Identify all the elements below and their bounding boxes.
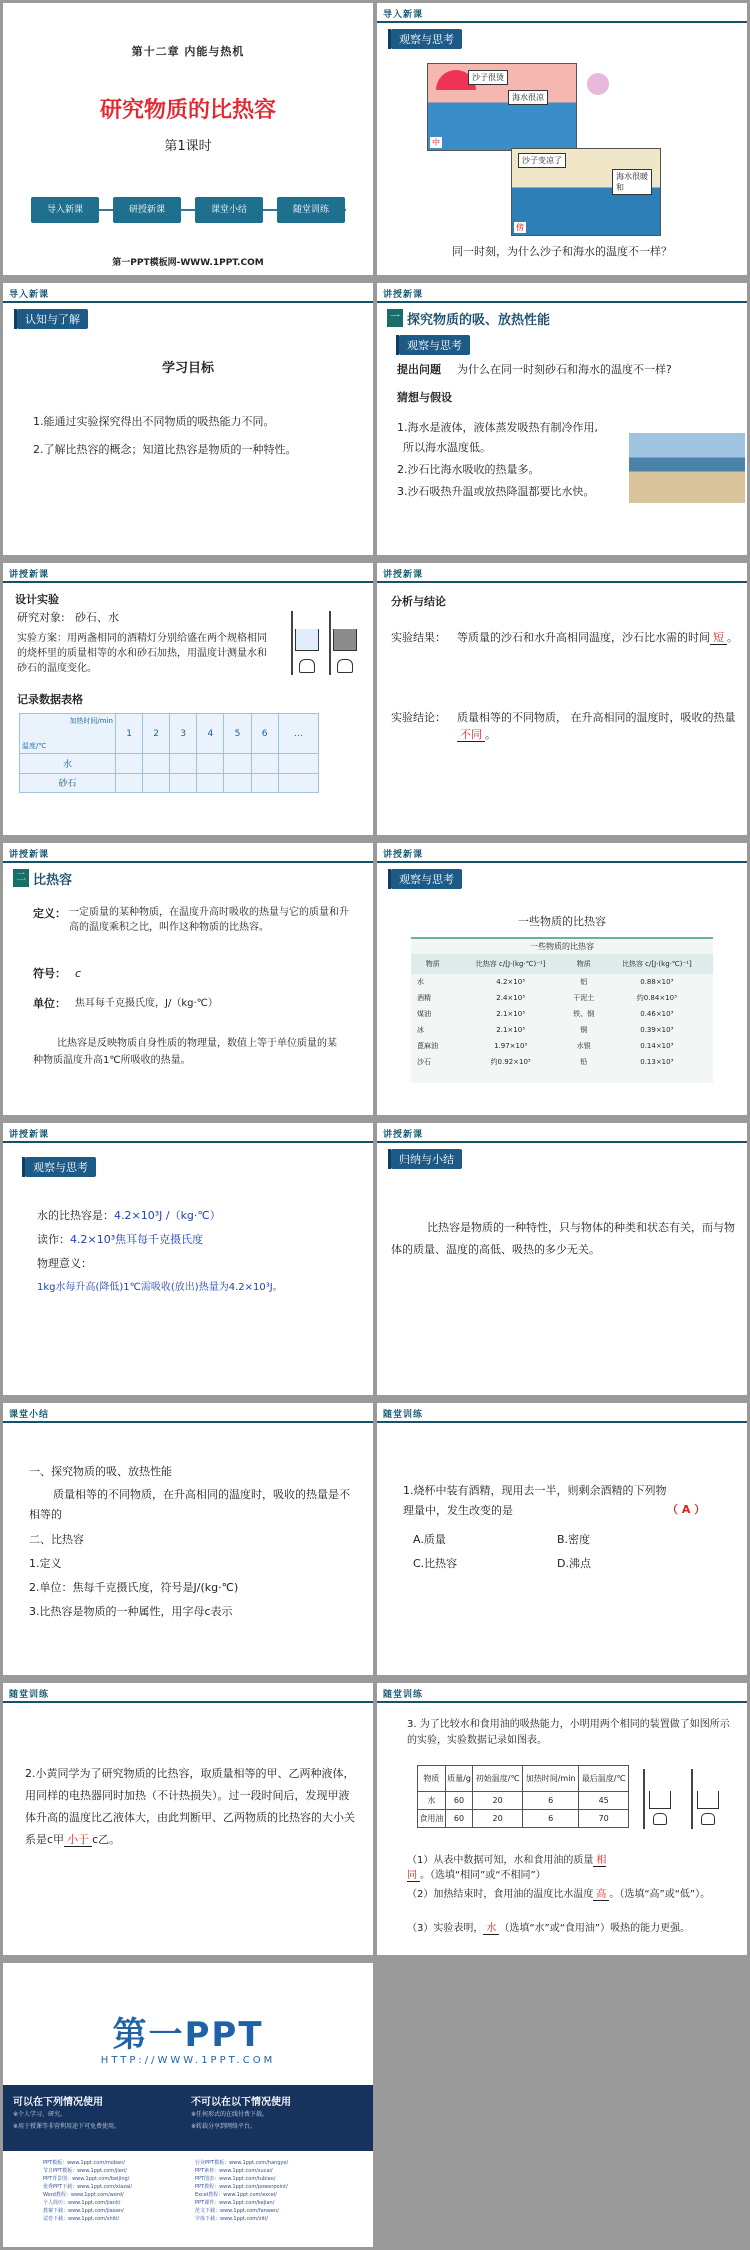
- header-rule: [377, 1141, 747, 1143]
- links-right: [195, 2159, 365, 2223]
- section-tag: 随堂训练: [9, 1690, 50, 1700]
- analysis-heading: 分析与结论: [391, 595, 446, 608]
- definition-label: 定义：: [33, 907, 66, 920]
- heat-table: [411, 954, 713, 1070]
- header-rule: [377, 21, 747, 23]
- observe-pill: 观察与思考: [391, 29, 462, 49]
- table-col: 2: [143, 714, 170, 754]
- table-col: …: [278, 714, 318, 754]
- goal-2: 2.了解比热容的概念；知道比热容是物质的一种特性。: [33, 443, 297, 456]
- slide-summary-note: [377, 1123, 747, 1395]
- section-tag: 课堂小结: [9, 1410, 50, 1420]
- slide-goals: [3, 283, 373, 555]
- header-rule: [377, 1701, 747, 1703]
- usage-denied-1: ※任何形式的在线付费下载。: [191, 2111, 269, 2118]
- hypothesis-3: 3.沙石吸热升温或放热降温都要比水快。: [397, 485, 595, 498]
- brand-url: HTTP://WWW.1PPT.COM: [100, 2055, 276, 2066]
- header-rule: [3, 581, 373, 583]
- symbol-value: c: [75, 967, 82, 980]
- heat-table-header: 比热容 c/[J·(kg·℃)⁻¹]: [621, 960, 692, 968]
- section-tag: 导入新课: [9, 290, 50, 300]
- beaker-right: [697, 1791, 719, 1809]
- table-col: 6: [251, 714, 278, 754]
- nav-item-teach[interactable]: 研授新课: [113, 197, 181, 223]
- link-item[interactable]: 优秀PPT下载：www.1ppt.com/xiazai/: [43, 2184, 133, 2190]
- speech-bubble-sea-warm: 海水很暖和: [612, 169, 652, 195]
- apparatus-illustration: [285, 607, 365, 679]
- summary-line-6: 3.比热容是物质的一种属性，用字母c表示: [29, 1605, 233, 1618]
- section-tag: 讲授新课: [9, 850, 50, 860]
- nav-item-summary[interactable]: 课堂小结: [195, 197, 263, 223]
- dusk-scene: [511, 148, 661, 236]
- speech-bubble-sea: 海水很凉: [508, 90, 548, 105]
- section-tag: 讲授新课: [383, 290, 424, 300]
- section-heading: 探究物质的吸、放热性能: [407, 313, 551, 328]
- result-text: 等质量的沙石和水升高相同温度，沙石比水需的时间 短 。: [457, 631, 738, 644]
- heat-table-header: 物质: [576, 960, 591, 968]
- option-d[interactable]: D.沸点: [557, 1557, 591, 1570]
- design-heading: 设计实验: [15, 593, 59, 606]
- section-tag: 随堂训练: [383, 1410, 424, 1420]
- table-row-label: 砂石: [20, 773, 116, 793]
- lamp-left: [653, 1813, 667, 1825]
- table-row: 蓖麻油 1.97×10³ 水银 0.14×10³: [417, 1042, 674, 1050]
- usage-denied-title: 不可以在以下情况使用: [191, 2097, 291, 2108]
- beaker-right: [333, 629, 357, 651]
- chapter-label: 第十二章 内能与热机: [131, 45, 245, 58]
- noon-scene: [427, 63, 577, 151]
- summary-line-1: 一、探究物质的吸、放热性能: [29, 1465, 172, 1478]
- slide-title: [3, 3, 373, 275]
- learn-pill: 认知与了解: [17, 309, 88, 329]
- slide-heat-table: [377, 843, 747, 1115]
- record-table-title: 记录数据表格: [17, 693, 83, 706]
- heart-icon: [587, 73, 609, 95]
- beach-illustration: [427, 63, 662, 235]
- table-row-label: 水: [20, 754, 116, 774]
- hypothesis-2: 2.沙石比海水吸收的热量多。: [397, 463, 540, 476]
- link-item[interactable]: 范文下载：www.1ppt.com/fanwen/: [195, 2208, 279, 2214]
- table-col: 5: [224, 714, 251, 754]
- speech-bubble-sand: 沙子很烫: [468, 70, 508, 85]
- answer-2: 小于: [64, 1833, 92, 1847]
- lamp-left: [299, 659, 315, 673]
- link-item[interactable]: PPT教程：www.1ppt.com/powerpoint/: [195, 2184, 288, 2190]
- table-row: 水 4.2×10³ 铝 0.88×10³: [417, 978, 674, 986]
- link-item[interactable]: PPT素材：www.1ppt.com/sucai/: [195, 2168, 273, 2174]
- summary-pill: 归纳与小结: [391, 1149, 462, 1169]
- question-label: 提出问题: [397, 363, 441, 376]
- observe-pill: 观察与思考: [25, 1157, 96, 1177]
- heat-table-card: [411, 937, 713, 1083]
- answer-3-3: （3）实验表明， 水 （选填“水”或“食用油”）吸热的能力更强。: [407, 1923, 691, 1934]
- heat-table-header: 物质: [425, 960, 440, 968]
- experiment-table: 物质 质量/g 初始温度/℃ 加热时间/min 最后温度/℃ 水 60 20 6 45 食用油 60 20 6 70: [417, 1765, 629, 1828]
- usage-allowed-2: ※用于授课等非营利用途下可免费使用。: [13, 2123, 121, 2130]
- slide-specific-heat: [3, 843, 373, 1115]
- link-item[interactable]: 节日PPT模板：www.1ppt.com/jieri/: [43, 2168, 127, 2174]
- link-item[interactable]: PPT模板：www.1ppt.com/moban/: [43, 2160, 125, 2166]
- table-row: 煤油 2.1×10³ 铁、钢 0.46×10³: [417, 1010, 674, 1018]
- definition-text: 一定质量的某种物质，在温度升高时吸收的热量与它的质量和升高的温度乘积之比，叫作这种物质的比热容。: [69, 907, 349, 933]
- object-label: 研究对象:: [17, 611, 65, 624]
- slide-analysis: [377, 563, 747, 835]
- slide-class-summary: [3, 1403, 373, 1675]
- option-a[interactable]: A.质量: [413, 1533, 446, 1546]
- slide-experiment-design: [3, 563, 373, 835]
- link-item[interactable]: 字体下载：www.1ppt.com/ziti/: [195, 2216, 268, 2222]
- header-rule: [377, 861, 747, 863]
- table-col: 1: [116, 714, 143, 754]
- beaker-left: [649, 1791, 671, 1809]
- header-rule: [3, 1701, 373, 1703]
- section-tag: 讲授新课: [383, 850, 424, 860]
- stand-right: [329, 611, 331, 675]
- stand-left: [291, 611, 293, 675]
- header-rule: [377, 301, 747, 303]
- link-item[interactable]: 教案下载：www.1ppt.com/jiaoan/: [43, 2208, 124, 2214]
- conclusion-fill: 不同: [457, 728, 485, 742]
- usage-allowed-1: ※个人学习、研究。: [13, 2111, 67, 2118]
- table-row: 食用油 60 20 6 70: [418, 1810, 629, 1828]
- apparatus-illustration: [639, 1767, 731, 1833]
- plan-text: 实验方案：用两盏相同的酒精灯分别给盛在两个规格相同的烧杯里的质量相等的水和砂石加热，用温度计测量水和砂石的温度变化。: [17, 633, 267, 674]
- record-table: [19, 713, 319, 793]
- observe-pill: 观察与思考: [391, 869, 462, 889]
- link-item[interactable]: PPT图表：www.1ppt.com/tubiao/: [195, 2176, 276, 2182]
- question-1: 1.烧杯中装有酒精，现用去一半，则剩余酒精的下列物理量中，发生改变的是: [403, 1484, 667, 1517]
- hypothesis-label: 猜想与假设: [397, 391, 452, 404]
- hypothesis-1: 1.海水是液体，液体蒸发吸热有制冷作用,: [397, 421, 598, 434]
- heat-table-title: 一些物质的比热容: [530, 942, 594, 951]
- slide-practice-1: [377, 1403, 747, 1675]
- header-rule: [3, 1141, 373, 1143]
- table-corner: 加热时间/min 温度/℃: [20, 714, 116, 754]
- summary-text: 比热容是物质的一种特性，只与物体的种类和状态有关，而与物体的质量、温度的高低、吸热的多少无关。: [391, 1221, 735, 1256]
- question-text: 为什么在同一时刻砂石和海水的温度不一样?: [457, 363, 672, 376]
- section-tag: 讲授新课: [9, 570, 50, 580]
- usage-allowed-title: 可以在下列情况使用: [13, 2097, 103, 2108]
- usage-denied-2: ※转载分享到网络平台。: [191, 2123, 257, 2130]
- nav-item-practice[interactable]: 随堂训练: [277, 197, 345, 223]
- section-tag: 随堂训练: [383, 1690, 424, 1700]
- slide-inquiry: [377, 283, 747, 555]
- link-item[interactable]: Excel教程：www.1ppt.com/excel/: [195, 2192, 277, 2198]
- link-item[interactable]: 试卷下载：www.1ppt.com/shiti/: [43, 2216, 120, 2222]
- summary-line-3: 二、比热容: [29, 1533, 84, 1546]
- link-item[interactable]: 个人简历：www.1ppt.com/jianli/: [43, 2200, 121, 2206]
- header-rule: [3, 861, 373, 863]
- symbol-label: 符号：: [33, 967, 66, 980]
- link-item[interactable]: 行业PPT模板：www.1ppt.com/hangye/: [195, 2160, 289, 2166]
- answer-1: （ A ）: [667, 1503, 706, 1516]
- header-rule: [3, 1421, 373, 1423]
- nav-bar: [31, 193, 346, 233]
- link-item[interactable]: PPT课件：www.1ppt.com/kejian/: [195, 2200, 275, 2206]
- slide-intro-observe: [377, 3, 747, 275]
- stand-right: [691, 1769, 693, 1829]
- beaker-left: [295, 629, 319, 651]
- result-fill: 短: [710, 631, 727, 645]
- dusk-label: 傍: [516, 223, 524, 232]
- header-rule: [377, 1421, 747, 1423]
- beach-photo: [629, 433, 745, 503]
- option-c[interactable]: C.比热容: [413, 1557, 458, 1570]
- question-3: 3. 为了比较水和食用油的吸热能力，小明用两个相同的装置做了如图所示的实验，实验数据记录如图表。: [407, 1719, 730, 1746]
- slide-practice-2: [3, 1683, 373, 1955]
- lamp-right: [337, 659, 353, 673]
- slide-brand: [3, 1963, 373, 2247]
- link-item[interactable]: Word教程：www.1ppt.com/word/: [43, 2192, 124, 2198]
- goals-heading: 学习目标: [161, 361, 214, 376]
- stand-left: [643, 1769, 645, 1829]
- links-left: [43, 2159, 193, 2223]
- section-tag: 讲授新课: [383, 1130, 424, 1140]
- section-tag: 讲授新课: [9, 1130, 50, 1140]
- noon-label: 中: [432, 138, 440, 147]
- section-number: 一: [387, 309, 403, 327]
- question-2: 2.小黄同学为了研究物质的比热容，取质量相等的甲、乙两种液体，用同样的电热器同时加热（不计热损失）。过一段时间后，发现甲液体升高的温度比乙液体大，由此判断甲、乙两物质的比热容的大小关系是c甲 小于 c乙。: [25, 1767, 355, 1846]
- unit-value: 焦耳每千克摄氏度，J/（kg·℃）: [75, 998, 218, 1009]
- lamp-right: [701, 1813, 715, 1825]
- section-number: 二: [13, 869, 29, 887]
- observe-caption: 同一时刻，为什么沙子和海水的温度不一样？: [452, 245, 672, 258]
- goal-1: 1.能通过实验探究得出不同物质的吸热能力不同。: [33, 415, 275, 428]
- heat-table-header: 比热容 c/[J·(kg·℃)⁻¹]: [475, 960, 546, 968]
- note-text: 比热容是反映物质自身性质的物理量，数值上等于单位质量的某种物质温度升高1℃所吸收的热量。: [33, 1038, 337, 1066]
- table-row: 冰 2.1×10³ 铜 0.39×10³: [417, 1026, 674, 1034]
- unit-label: 单位：: [33, 997, 66, 1010]
- section-tag: 导入新课: [383, 10, 424, 20]
- hypothesis-1-cont: 所以海水温度低。: [403, 441, 491, 454]
- reading-line: 读作：4.2×10³焦耳每千克摄氏度: [37, 1233, 204, 1246]
- brand-logo: 第一PPT: [112, 2015, 264, 2055]
- section-tag: 讲授新课: [383, 570, 424, 580]
- meaning-label: 物理意义：: [37, 1257, 92, 1270]
- header-rule: [377, 581, 747, 583]
- object-value: 砂石、水: [75, 611, 119, 624]
- meaning-text: 1kg水每升高(降低)1℃需吸收(放出)热量为4.2×10³J。: [37, 1282, 283, 1293]
- lesson-title: 研究物质的比热容: [99, 98, 276, 123]
- answer-3-1: （1）从表中数据可知，水和食用油的质量 相同 。（选填“相同”或“不相同”）: [407, 1855, 607, 1881]
- table-col: 4: [197, 714, 224, 754]
- header-rule: [3, 301, 373, 303]
- section-heading: 比热容: [33, 873, 73, 888]
- result-label: 实验结果：: [391, 631, 446, 644]
- slide-practice-3: [377, 1683, 747, 1955]
- observe-pill: 观察与思考: [399, 335, 470, 355]
- conclusion-label: 实验结论：: [391, 711, 446, 724]
- slide-water-heat: [3, 1123, 373, 1395]
- speech-bubble-sand-cool: 沙子变凉了: [518, 153, 566, 168]
- water-heat-line: 水的比热容是：4.2×10³J /（kg·℃）: [37, 1209, 221, 1222]
- conclusion-text: 质量相等的不同物质， 在升高相同的温度时，吸收的热量不同 。: [457, 711, 736, 741]
- summary-line-4: 1.定义: [29, 1557, 62, 1570]
- table-col: 3: [170, 714, 197, 754]
- option-b[interactable]: B.密度: [557, 1533, 591, 1546]
- table-heading: 一些物质的比热容: [518, 915, 606, 928]
- summary-line-2: 质量相等的不同物质，在升高相同的温度时，吸收的热量是不相等的: [29, 1488, 350, 1521]
- usage-bar: [3, 2085, 373, 2151]
- answer-3-2: （2）加热结束时，食用油的温度比水温度 高 。（选填“高”或“低”）。: [407, 1889, 711, 1900]
- table-row: 水 60 20 6 45: [418, 1792, 629, 1810]
- link-item[interactable]: PPT背景图：www.1ppt.com/beijing/: [43, 2176, 130, 2182]
- lesson-subtitle: 第1课时: [164, 139, 212, 154]
- table-row: 沙石 约0.92×10³ 铅 0.13×10³: [417, 1058, 674, 1066]
- table-row: 酒精 2.4×10³ 干泥土 约0.84×10³: [417, 994, 677, 1002]
- site-label: 第一PPT模板网-WWW.1PPT.COM: [112, 258, 264, 268]
- summary-line-5: 2.单位：焦每千克摄氏度，符号是J/(kg·℃): [29, 1581, 239, 1594]
- nav-item-intro[interactable]: 导入新课: [31, 197, 99, 223]
